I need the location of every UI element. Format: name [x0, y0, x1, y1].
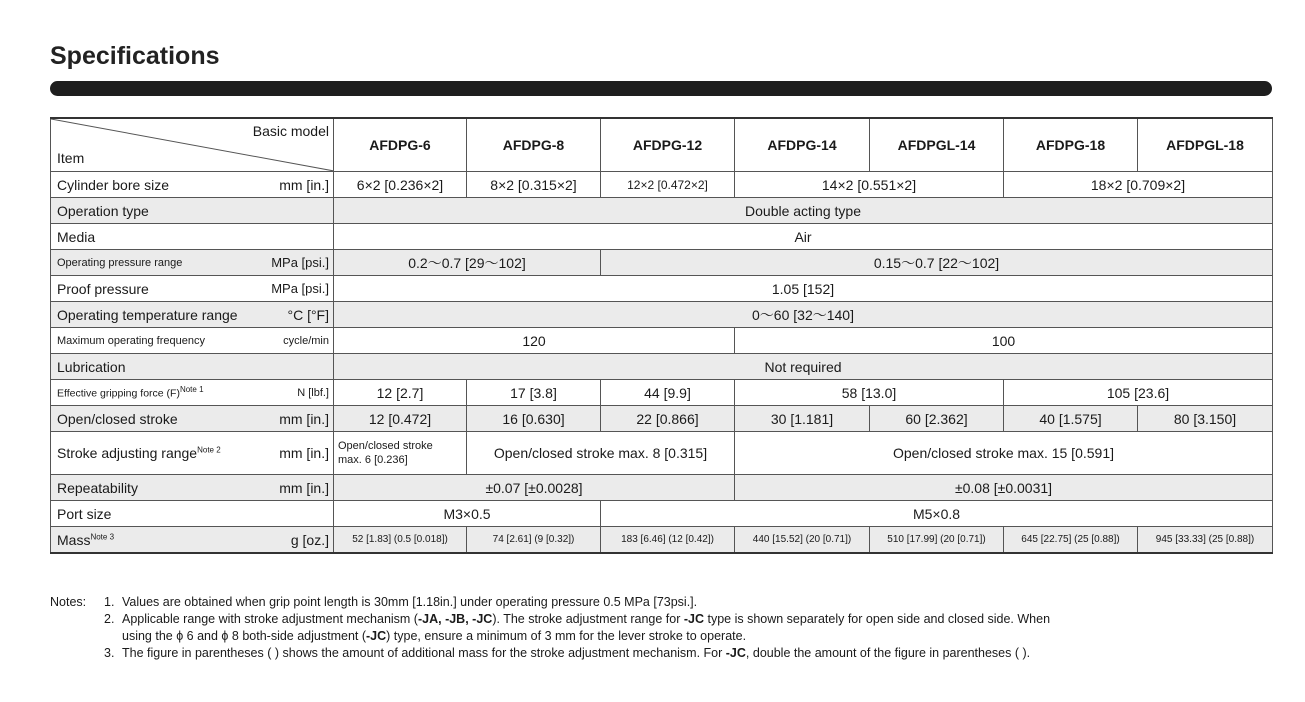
model-header: AFDPG-8 — [467, 118, 601, 172]
cell-value: 52 [1.83] (0.5 [0.018]) — [334, 527, 467, 554]
note-code: -JC — [683, 612, 704, 626]
note-text: ). The stroke adjustment range for — [492, 612, 684, 626]
row-operation-type — [51, 198, 1273, 224]
row-label: Operating pressure range — [57, 256, 183, 269]
model-header: AFDPG-14 — [735, 118, 870, 172]
row-unit: cycle/min — [283, 334, 329, 347]
cell-value: 0.15～0.7 [22～102] — [601, 250, 1273, 276]
row-label: Proof pressure — [57, 280, 149, 297]
notes-label: Notes: — [50, 595, 87, 609]
cell-value: Air — [334, 224, 1273, 250]
cell-value: 14×2 [0.551×2] — [735, 172, 1004, 198]
note-2 — [50, 611, 1280, 628]
model-header: AFDPGL-18 — [1138, 118, 1273, 172]
row-label: Port size — [51, 501, 334, 527]
cell-value: 12×2 [0.472×2] — [601, 172, 735, 198]
note-text: ) type, ensure a minimum of 3 mm for the lever stroke to operate. — [386, 629, 747, 643]
row-label: Stroke adjusting range — [57, 445, 198, 461]
note-text: type is shown separately for open side and closed side. When — [704, 612, 1051, 626]
row-stroke-adjusting — [51, 432, 1273, 475]
cell-value: 8×2 [0.315×2] — [467, 172, 601, 198]
note-text: Values are obtained when grip point length is 30mm [1.18in.] under operating pressure 0.5 MPa [73psi.]. — [122, 595, 698, 609]
row-label: Cylinder bore size — [57, 176, 170, 193]
cell-value: 80 [3.150] — [1138, 406, 1273, 432]
cell-value: 0～60 [32～140] — [334, 302, 1273, 328]
cell-value: 58 [13.0] — [735, 380, 1004, 406]
row-unit: g [oz.] — [290, 531, 329, 548]
note-number: 2. — [104, 612, 115, 626]
note-text: using the ϕ 6 and ϕ 8 both-side adjustment ( — [122, 629, 367, 643]
row-label: Operating temperature range — [57, 306, 238, 323]
note-3 — [50, 645, 1280, 662]
header-corner-cell — [51, 118, 334, 172]
row-repeatability — [51, 475, 1273, 501]
note-number: 1. — [104, 595, 115, 609]
note-text: The figure in parentheses ( ) shows the amount of additional mass for the stroke adjustment mechanism. For — [122, 646, 726, 660]
cell-value: 1.05 [152] — [334, 276, 1273, 302]
row-unit: °C [°F] — [287, 306, 329, 323]
note-text: , double the amount of the figure in parentheses ( ). — [745, 646, 1031, 660]
row-mass — [51, 527, 1273, 554]
cell-value: 12 [2.7] — [334, 380, 467, 406]
row-unit: mm [in.] — [279, 479, 329, 496]
row-label: Mass — [57, 531, 91, 548]
model-header: AFDPG-6 — [334, 118, 467, 172]
cell-value: 120 — [334, 328, 735, 354]
title-rule — [50, 81, 1272, 96]
row-operating-pressure — [51, 250, 1273, 276]
row-unit: N [lbf.] — [297, 386, 329, 399]
cell-value: 510 [17.99] (20 [0.71]) — [870, 527, 1004, 554]
row-unit: mm [in.] — [279, 176, 329, 193]
cell-value: 60 [2.362] — [870, 406, 1004, 432]
model-header: AFDPG-18 — [1004, 118, 1138, 172]
cell-value: 945 [33.33] (25 [0.88]) — [1138, 527, 1273, 554]
row-gripping-force — [51, 380, 1273, 406]
cell-value: Open/closed stroke max. 15 [0.591] — [735, 432, 1273, 475]
cell-value: 44 [9.9] — [601, 380, 735, 406]
cell-value: M3×0.5 — [334, 501, 601, 527]
note-ref: Note 1 — [179, 385, 204, 395]
row-proof-pressure — [51, 276, 1273, 302]
row-label: Repeatability — [57, 479, 138, 496]
note-2-continued — [50, 628, 1280, 645]
cell-value: 645 [22.75] (25 [0.88]) — [1004, 527, 1138, 554]
basic-model-label: Basic model — [252, 123, 329, 139]
cell-value: 74 [2.61] (9 [0.32]) — [467, 527, 601, 554]
row-unit: mm [in.] — [279, 410, 329, 427]
row-operating-temperature — [51, 302, 1273, 328]
row-media — [51, 224, 1273, 250]
row-label: Effective gripping force (F) — [57, 387, 180, 400]
row-unit: MPa [psi.] — [271, 281, 329, 296]
cell-value: 18×2 [0.709×2] — [1004, 172, 1273, 198]
row-port-size — [51, 501, 1273, 527]
cell-value: Double acting type — [334, 198, 1273, 224]
cell-value-line: Open/closed stroke — [338, 440, 433, 452]
model-header: AFDPGL-14 — [870, 118, 1004, 172]
cell-value: 6×2 [0.236×2] — [334, 172, 467, 198]
row-unit: mm [in.] — [279, 445, 329, 461]
row-cylinder-bore — [51, 172, 1273, 198]
cell-value: 100 — [735, 328, 1273, 354]
cell-value: 30 [1.181] — [735, 406, 870, 432]
spec-table — [50, 117, 1273, 554]
header-row — [51, 118, 1273, 172]
row-label: Maximum operating frequency — [57, 334, 205, 347]
note-code: -JC — [366, 629, 387, 643]
cell-value-line: max. 6 [0.236] — [338, 454, 408, 466]
row-max-frequency — [51, 328, 1273, 354]
note-1 — [50, 594, 1280, 611]
cell-value: ±0.08 [±0.0031] — [735, 475, 1273, 501]
note-number: 3. — [104, 646, 115, 660]
cell-value: ±0.07 [±0.0028] — [334, 475, 735, 501]
note-code: -JC — [725, 646, 746, 660]
model-header: AFDPG-12 — [601, 118, 735, 172]
note-text: Applicable range with stroke adjustment mechanism ( — [122, 612, 418, 626]
cell-value: 17 [3.8] — [467, 380, 601, 406]
cell-value: 0.2～0.7 [29～102] — [334, 250, 601, 276]
cell-value: 105 [23.6] — [1004, 380, 1273, 406]
cell-value: 440 [15.52] (20 [0.71]) — [735, 527, 870, 554]
row-open-closed-stroke — [51, 406, 1273, 432]
cell-value: 12 [0.472] — [334, 406, 467, 432]
note-ref: Note 2 — [197, 445, 221, 455]
row-label: Open/closed stroke — [57, 410, 178, 427]
notes-section — [50, 594, 1280, 662]
page-title: Specifications — [50, 42, 220, 70]
cell-value: 183 [6.46] (12 [0.42]) — [601, 527, 735, 554]
note-ref: Note 3 — [90, 531, 115, 541]
cell-value: 16 [0.630] — [467, 406, 601, 432]
cell-value: M5×0.8 — [601, 501, 1273, 527]
cell-value: 22 [0.866] — [601, 406, 735, 432]
cell-value: Not required — [334, 354, 1273, 380]
row-label: Lubrication — [51, 354, 334, 380]
row-unit: MPa [psi.] — [271, 255, 329, 270]
row-lubrication — [51, 354, 1273, 380]
row-label: Media — [51, 224, 334, 250]
cell-value: 40 [1.575] — [1004, 406, 1138, 432]
cell-value: Open/closed stroke max. 8 [0.315] — [467, 432, 735, 475]
item-label: Item — [57, 150, 85, 166]
row-label: Operation type — [51, 198, 334, 224]
note-code: -JA, -JB, -JC — [417, 612, 493, 626]
